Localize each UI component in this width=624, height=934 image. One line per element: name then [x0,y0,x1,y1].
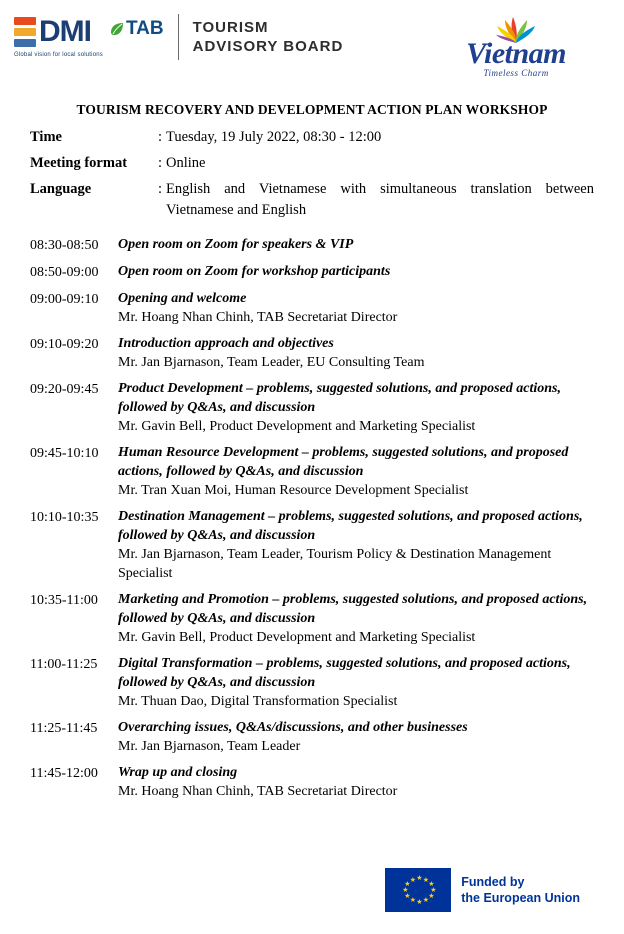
agenda-body [118,590,594,647]
leaf-icon [109,21,125,37]
agenda-body [118,379,594,436]
agenda-item [30,235,594,255]
agenda-item [30,507,594,583]
meta-label: Meeting format [30,155,128,171]
eu-funding-line1: Funded by [461,875,525,889]
meta-colon: : [158,155,163,171]
agenda-title: Marketing and Promotion – problems, suggested solutions, and proposed actions, followed by Q&As, and discussion [118,592,588,626]
agenda-speaker: Mr. Tran Xuan Moi, Human Resource Development Specialist [118,483,469,498]
agenda-speaker: Mr. Gavin Bell, Product Development and Marketing Specialist [118,419,476,434]
eu-funding-badge [385,868,580,912]
meta-row-time [30,127,594,148]
dmi-logo [14,14,103,58]
agenda-time: 09:20-09:45 [30,382,99,397]
agenda-time: 10:35-11:00 [30,593,98,608]
agenda-title: Introduction approach and objectives [118,336,334,351]
agenda-item [30,654,594,711]
agenda-body [118,443,594,500]
meta-value: English and Vietnamese with simultaneous translation between Vietnamese and English [166,181,594,218]
agenda-title: Overarching issues, Q&As/discussions, and other businesses [118,720,468,735]
agenda-list [30,235,594,801]
agenda-body [118,654,594,711]
agenda-title: Open room on Zoom for workshop participants [118,264,391,279]
agenda-title: Digital Transformation – problems, suggested solutions, and proposed actions, followed by Q&As, and discussion [118,656,571,690]
tab-board-line2: ADVISORY BOARD [192,38,344,55]
agenda-time: 08:50-09:00 [30,265,99,280]
agenda-body [118,763,594,801]
agenda-speaker: Mr. Hoang Nhan Chinh, TAB Secretariat Director [118,784,398,799]
document-header [0,0,624,88]
agenda-item [30,443,594,500]
agenda-title: Wrap up and closing [118,765,238,780]
agenda-title: Opening and welcome [118,291,247,306]
agenda-item [30,763,594,801]
agenda-time: 09:00-09:10 [30,292,99,307]
dmi-bars-icon [14,17,36,47]
tab-board-name [193,18,344,56]
meta-value: Online [166,155,206,171]
agenda-body [118,235,594,255]
agenda-speaker: Mr. Jan Bjarnason, Team Leader [118,739,301,754]
logo-row [14,14,602,78]
meta-colon: : [158,129,163,145]
header-divider [178,14,179,60]
tab-logo-text: TAB [125,18,164,39]
agenda-speaker: Mr. Hoang Nhan Chinh, TAB Secretariat Director [118,310,398,325]
agenda-body [118,507,594,583]
meta-colon: : [158,181,163,197]
agenda-title: Open room on Zoom for speakers & VIP [118,237,354,252]
agenda-item [30,289,594,327]
agenda-body [118,334,594,372]
agenda-item [30,718,594,756]
eu-funding-line2: the European Union [461,891,580,905]
dmi-tagline: Global vision for local solutions [14,52,103,58]
agenda-title: Human Resource Development – problems, suggested solutions, and proposed actions, followed by Q&As, and discussion [118,445,569,479]
page-title: TOURISM RECOVERY AND DEVELOPMENT ACTION PLAN WORKSHOP [76,102,548,117]
dmi-logo-text: DMI [39,15,91,48]
agenda-item [30,590,594,647]
agenda-time: 09:45-10:10 [30,446,99,461]
vietnam-wordmark: Vietnam [466,37,566,70]
agenda-title: Destination Management – problems, suggested solutions, and proposed actions, followed by Q&As, and discussion [118,509,583,543]
agenda-time: 09:10-09:20 [30,337,99,352]
tab-logo [109,18,164,40]
agenda-speaker: Mr. Jan Bjarnason, Team Leader, Tourism Policy & Destination Management Specialist [118,547,552,581]
eu-funding-text [461,874,580,906]
agenda-title: Product Development – problems, suggested solutions, and proposed actions, followed by Q&As, and discussion [118,381,561,415]
agenda-item [30,262,594,282]
agenda-speaker: Mr. Gavin Bell, Product Development and Marketing Specialist [118,630,476,645]
vietnam-logo [466,14,602,78]
agenda-time: 11:45-12:00 [30,766,98,781]
dmi-logo-mark [14,14,91,50]
meta-row-meeting-format [30,153,594,174]
left-logo-group [14,14,343,60]
agenda-time: 08:30-08:50 [30,238,99,253]
agenda-body [118,289,594,327]
agenda-speaker: Mr. Jan Bjarnason, Team Leader, EU Consulting Team [118,355,425,370]
vietnam-tagline: Timeless Charm [483,68,549,78]
agenda-time: 11:00-11:25 [30,657,98,672]
agenda-time: 10:10-10:35 [30,510,99,525]
agenda-item [30,379,594,436]
agenda-body [118,718,594,756]
tab-board-line1: TOURISM [192,19,269,36]
document-content [0,102,624,801]
agenda-body [118,262,594,282]
agenda-time: 11:25-11:45 [30,721,98,736]
eu-flag-icon: ★ ★ ★ ★ ★ ★ ★ ★ ★ ★ ★ ★ [385,868,451,912]
meta-row-language [30,179,594,221]
document-footer [0,868,624,912]
agenda-speaker: Mr. Thuan Dao, Digital Transformation Specialist [118,694,398,709]
meta-label: Time [30,129,62,145]
meta-value: Tuesday, 19 July 2022, 08:30 - 12:00 [166,129,382,145]
meta-label: Language [30,181,92,197]
agenda-item [30,334,594,372]
